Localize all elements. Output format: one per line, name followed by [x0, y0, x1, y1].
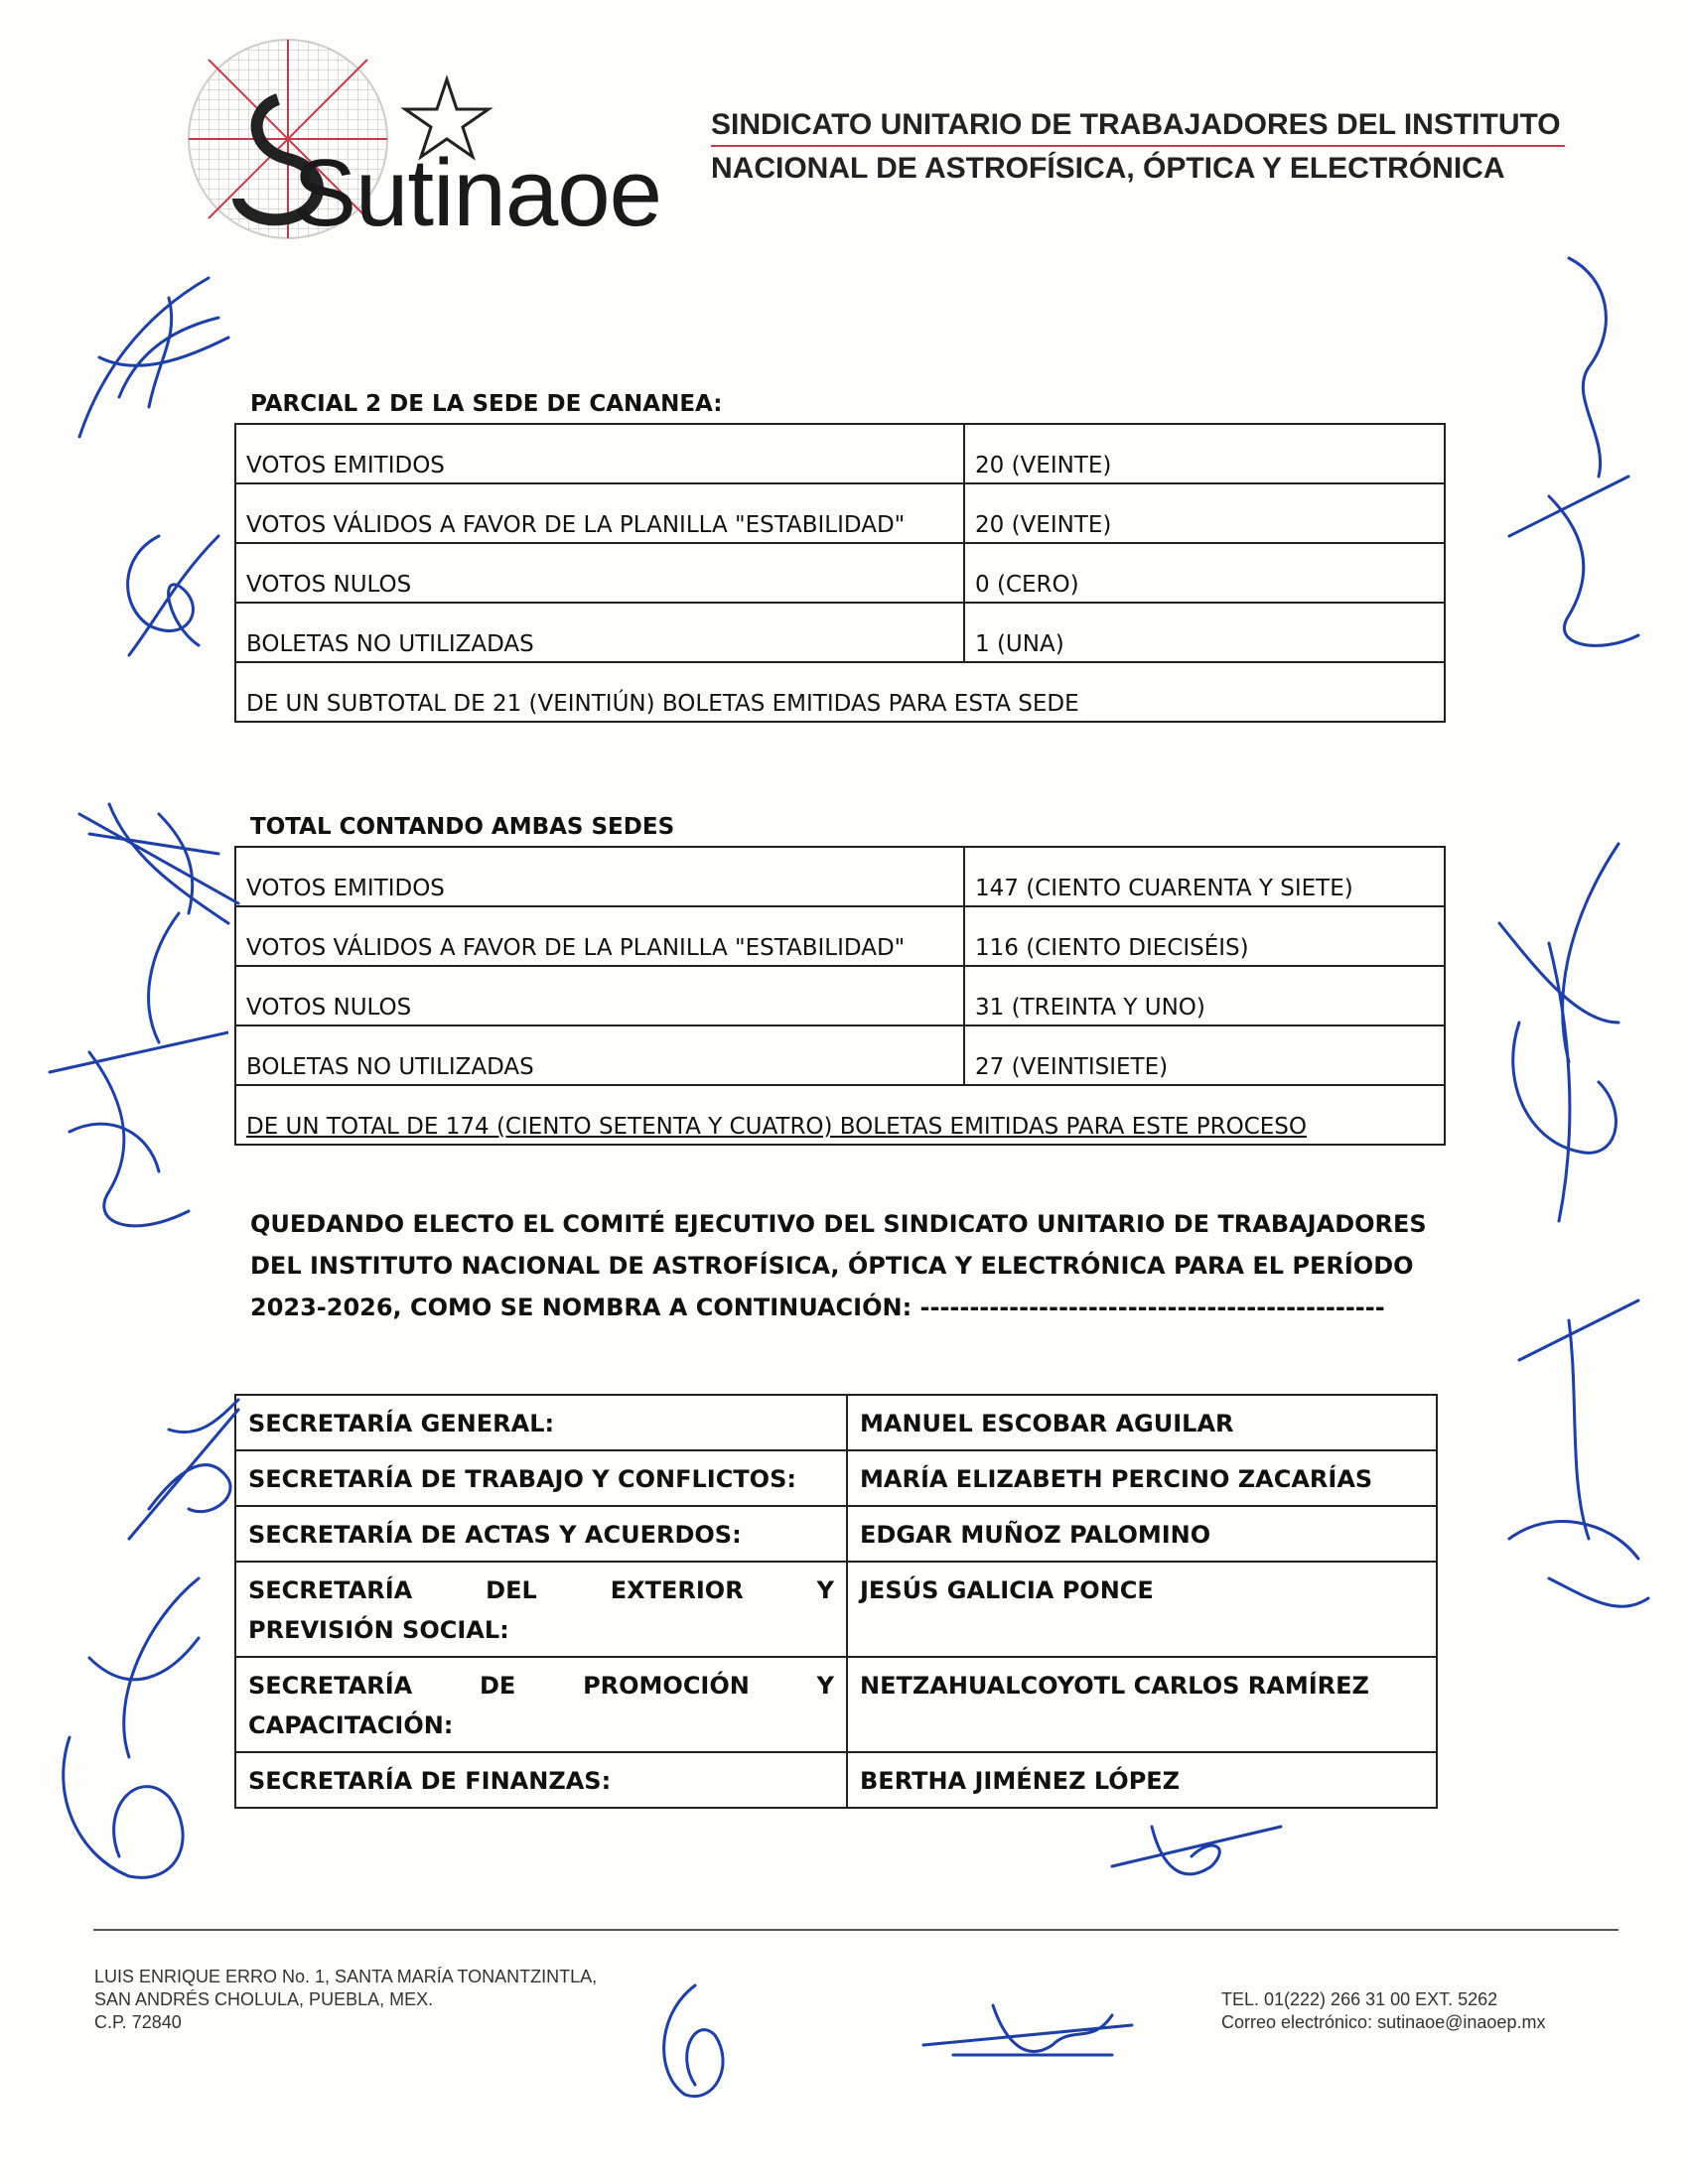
footer-email: Correo electrónico: sutinaoe@inaoep.mx — [1221, 2012, 1546, 2032]
table-row — [235, 603, 1445, 662]
role-cell: SECRETARÍA GENERAL: — [235, 1395, 847, 1450]
signature-left-2 — [99, 516, 238, 675]
member-name: MANUEL ESCOBAR AGUILAR — [847, 1395, 1437, 1450]
org-name-line-2: NACIONAL DE ASTROFÍSICA, ÓPTICA Y ELECTRÓNICA — [711, 152, 1505, 185]
table-row — [235, 543, 1445, 603]
role-line-1: SECRETARÍA DEL EXTERIOR Y — [248, 1576, 834, 1604]
row-value: 27 (VEINTISIETE) — [964, 1025, 1445, 1085]
role-line-2: PREVISIÓN SOCIAL: — [248, 1616, 509, 1644]
role-cell — [235, 1562, 847, 1657]
logo-wordmark: Sutinaoe — [293, 140, 661, 246]
signature-left-4 — [30, 893, 228, 1251]
role-line-2: CAPACITACIÓN: — [248, 1711, 454, 1739]
organization-name — [711, 103, 1585, 191]
signature-bottom-3 — [914, 1985, 1142, 2075]
total-results-table — [234, 846, 1446, 1146]
row-value: 31 (TREINTA Y UNO) — [964, 966, 1445, 1025]
address-line-2: SAN ANDRÉS CHOLULA, PUEBLA, MEX. — [94, 1989, 434, 2009]
address-line-1: LUIS ENRIQUE ERRO No. 1, SANTA MARÍA TONANTZINTLA, — [94, 1967, 598, 1986]
row-label: VOTOS VÁLIDOS A FAVOR DE LA PLANILLA "ESTABILIDAD" — [235, 906, 964, 966]
table-row — [235, 847, 1445, 906]
table-row — [235, 906, 1445, 966]
row-value: 20 (VEINTE) — [964, 424, 1445, 483]
row-value: 116 (CIENTO DIECISÉIS) — [964, 906, 1445, 966]
member-name: BERTHA JIMÉNEZ LÓPEZ — [847, 1752, 1437, 1808]
org-name-line-1: SINDICATO UNITARIO DE TRABAJADORES DEL INSTITUTO — [711, 108, 1561, 141]
member-name: JESÚS GALICIA PONCE — [847, 1562, 1437, 1657]
row-label: VOTOS VÁLIDOS A FAVOR DE LA PLANILLA "ESTABILIDAD" — [235, 483, 964, 543]
total-summary-cell — [235, 1085, 1445, 1145]
table-row — [235, 1025, 1445, 1085]
elected-statement: QUEDANDO ELECTO EL COMITÉ EJECUTIVO DEL SINDICATO UNITARIO DE TRABAJADORES DEL INSTITUTO NACIONAL DE ASTROFÍSICA, ÓPTICA Y ELECTRÓNICA PARA EL PERÍODO 2023-2026, COMO SE NOMBRA A CONTINUACIÓN: ----------------------------------------------- — [250, 1210, 1427, 1321]
table-row — [235, 662, 1445, 722]
row-label: VOTOS EMITIDOS — [235, 847, 964, 906]
role-cell: SECRETARÍA DE TRABAJO Y CONFLICTOS: — [235, 1450, 847, 1506]
role-line-1: SECRETARÍA DE PROMOCIÓN Y — [248, 1672, 834, 1700]
row-label: VOTOS EMITIDOS — [235, 424, 964, 483]
signature-left-3 — [70, 794, 248, 933]
header-divider — [711, 145, 1565, 147]
signature-bottom-1 — [1092, 1807, 1291, 1896]
row-value: 0 (CERO) — [964, 543, 1445, 603]
member-name: NETZAHUALCOYOTL CARLOS RAMÍREZ — [847, 1657, 1437, 1752]
member-name: MARÍA ELIZABETH PERCINO ZACARÍAS — [847, 1450, 1437, 1506]
table-row — [235, 1450, 1437, 1506]
role-cell: SECRETARÍA DE ACTAS Y ACUERDOS: — [235, 1506, 847, 1562]
row-label: BOLETAS NO UTILIZADAS — [235, 603, 964, 662]
row-label: VOTOS NULOS — [235, 966, 964, 1025]
footer-address — [94, 1966, 597, 2034]
footer-contact — [1221, 1988, 1545, 2034]
partial-results-table — [234, 423, 1446, 723]
member-name: EDGAR MUÑOZ PALOMINO — [847, 1506, 1437, 1562]
row-value: 147 (CIENTO CUARENTA Y SIETE) — [964, 847, 1445, 906]
subtotal-cell: DE UN SUBTOTAL DE 21 (VEINTIÚN) BOLETAS EMITIDAS PARA ESTA SEDE — [235, 662, 1445, 722]
role-cell — [235, 1657, 847, 1752]
address-line-3: C.P. 72840 — [94, 2012, 182, 2032]
signature-left-6 — [30, 1559, 228, 1896]
committee-table — [234, 1394, 1438, 1809]
table-row — [235, 1657, 1437, 1752]
table-row — [235, 1085, 1445, 1145]
table-row — [235, 1395, 1437, 1450]
signature-right-2 — [1460, 824, 1658, 1241]
signature-right-1 — [1489, 238, 1658, 675]
table-row — [235, 1752, 1437, 1808]
row-value: 20 (VEINTE) — [964, 483, 1445, 543]
partial-title: PARCIAL 2 DE LA SEDE DE CANANEA: — [250, 391, 723, 417]
table-row — [235, 966, 1445, 1025]
table-row — [235, 1562, 1437, 1657]
signature-bottom-2 — [635, 1976, 755, 2105]
footer-phone: TEL. 01(222) 266 31 00 EXT. 5262 — [1221, 1989, 1498, 2009]
table-row — [235, 1506, 1437, 1562]
total-title: TOTAL CONTANDO AMBAS SEDES — [250, 814, 675, 840]
row-label: VOTOS NULOS — [235, 543, 964, 603]
row-value: 1 (UNA) — [964, 603, 1445, 662]
role-cell: SECRETARÍA DE FINANZAS: — [235, 1752, 847, 1808]
signature-right-3 — [1489, 1281, 1658, 1638]
row-label: BOLETAS NO UTILIZADAS — [235, 1025, 964, 1085]
total-summary-text: DE UN TOTAL DE 174 (CIENTO SETENTA Y CUATRO) BOLETAS EMITIDAS PARA ESTE PROCESO — [246, 1114, 1307, 1140]
signature-left-1 — [60, 258, 258, 457]
footer-divider — [93, 1929, 1618, 1931]
table-row — [235, 424, 1445, 483]
table-row — [235, 483, 1445, 543]
